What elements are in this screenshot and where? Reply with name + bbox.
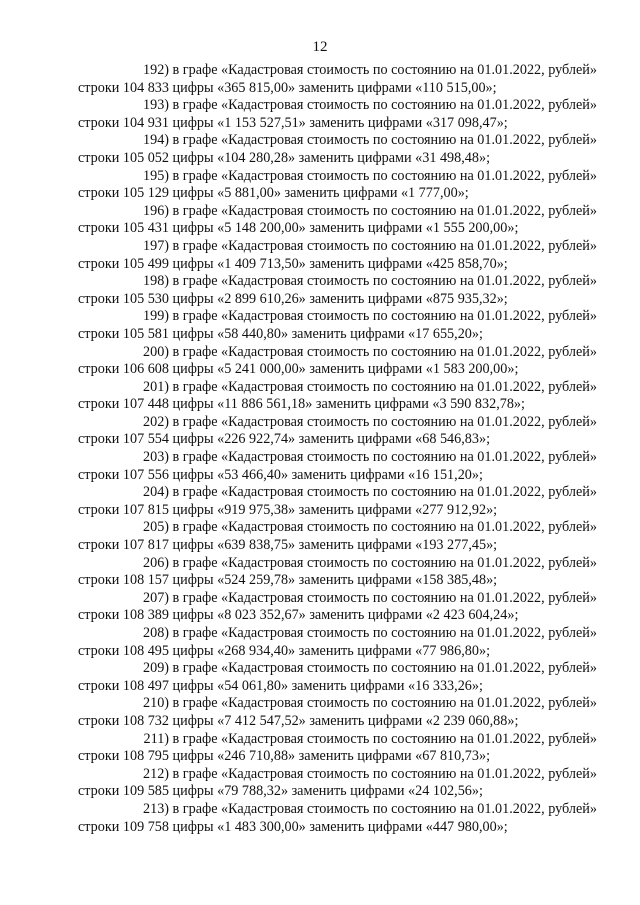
document-body (78, 62, 597, 836)
item-graph-reference: 204) в графе «Кадастровая стоимость по состоянию на 01.01.2022, рублей» (143, 484, 597, 501)
item-graph-reference: 199) в графе «Кадастровая стоимость по состоянию на 01.01.2022, рублей» (143, 308, 597, 325)
item-graph-reference: 213) в графе «Кадастровая стоимость по состоянию на 01.01.2022, рублей» (143, 800, 597, 817)
item-replacement-text: строки 108 389 цифры «8 023 352,67» заменить цифрами «2 423 604,24»; (78, 607, 519, 624)
page-number: 12 (312, 39, 328, 55)
item-replacement-text: строки 108 795 цифры «246 710,88» заменить цифрами «67 810,73»; (78, 748, 491, 765)
item-graph-reference: 197) в графе «Кадастровая стоимость по состоянию на 01.01.2022, рублей» (143, 237, 597, 254)
item-replacement-text: строки 105 431 цифры «5 148 200,00» заменить цифрами «1 555 200,00»; (78, 220, 519, 237)
list-item (78, 449, 597, 484)
item-replacement-text: строки 106 608 цифры «5 241 000,00» заменить цифрами «1 583 200,00»; (78, 361, 519, 378)
list-item (78, 344, 597, 379)
item-replacement-text: строки 107 554 цифры «226 922,74» заменить цифрами «68 546,83»; (78, 431, 491, 448)
list-item (78, 238, 597, 273)
list-item (78, 484, 597, 519)
list-item (78, 519, 597, 554)
list-item (78, 203, 597, 238)
list-item (78, 731, 597, 766)
item-graph-reference: 203) в графе «Кадастровая стоимость по состоянию на 01.01.2022, рублей» (143, 449, 597, 466)
list-item (78, 62, 597, 97)
item-graph-reference: 206) в графе «Кадастровая стоимость по состоянию на 01.01.2022, рублей» (143, 554, 597, 571)
item-graph-reference: 192) в графе «Кадастровая стоимость по состоянию на 01.01.2022, рублей» (143, 62, 597, 78)
item-replacement-text: строки 105 581 цифры «58 440,80» заменить цифрами «17 655,20»; (78, 325, 483, 342)
list-item (78, 766, 597, 801)
item-replacement-text: строки 107 556 цифры «53 466,40» заменить цифрами «16 151,20»; (78, 466, 483, 483)
item-graph-reference: 207) в графе «Кадастровая стоимость по состоянию на 01.01.2022, рублей» (143, 589, 597, 606)
item-replacement-text: строки 109 585 цифры «79 788,32» заменить цифрами «24 102,56»; (78, 783, 483, 800)
list-item (78, 168, 597, 203)
item-graph-reference: 205) в графе «Кадастровая стоимость по состоянию на 01.01.2022, рублей» (143, 519, 597, 536)
item-graph-reference: 195) в графе «Кадастровая стоимость по состоянию на 01.01.2022, рублей» (143, 167, 597, 184)
item-replacement-text: строки 107 815 цифры «919 975,38» заменить цифрами «277 912,92»; (78, 501, 498, 518)
list-item (78, 273, 597, 308)
list-item (78, 625, 597, 660)
item-replacement-text: строки 104 931 цифры «1 153 527,51» заменить цифрами «317 098,47»; (78, 114, 508, 131)
item-graph-reference: 196) в графе «Кадастровая стоимость по состоянию на 01.01.2022, рублей» (143, 202, 597, 219)
item-graph-reference: 193) в графе «Кадастровая стоимость по состоянию на 01.01.2022, рублей» (143, 97, 597, 114)
item-replacement-text: строки 104 833 цифры «365 815,00» заменить цифрами «110 515,00»; (78, 79, 497, 96)
item-replacement-text: строки 108 157 цифры «524 259,78» заменить цифрами «158 385,48»; (78, 572, 498, 589)
list-item (78, 414, 597, 449)
list-item (78, 801, 597, 836)
item-replacement-text: строки 105 499 цифры «1 409 713,50» заменить цифрами «425 858,70»; (78, 255, 508, 272)
item-graph-reference: 212) в графе «Кадастровая стоимость по состоянию на 01.01.2022, рублей» (143, 765, 597, 782)
item-replacement-text: строки 109 758 цифры «1 483 300,00» заменить цифрами «447 980,00»; (78, 818, 508, 835)
list-item (78, 379, 597, 414)
item-graph-reference: 211) в графе «Кадастровая стоимость по состоянию на 01.01.2022, рублей» (143, 730, 597, 747)
item-graph-reference: 208) в графе «Кадастровая стоимость по состоянию на 01.01.2022, рублей» (143, 625, 597, 641)
item-graph-reference: 209) в графе «Кадастровая стоимость по состоянию на 01.01.2022, рублей» (143, 660, 597, 677)
item-replacement-text: строки 107 817 цифры «639 838,75» заменить цифрами «193 277,45»; (78, 537, 498, 554)
amendment-list (78, 62, 597, 836)
item-graph-reference: 210) в графе «Кадастровая стоимость по состоянию на 01.01.2022, рублей» (143, 695, 597, 712)
item-graph-reference: 194) в графе «Кадастровая стоимость по состоянию на 01.01.2022, рублей» (143, 132, 597, 149)
item-replacement-text: строки 105 129 цифры «5 881,00» заменить цифрами «1 777,00»; (78, 185, 469, 202)
item-graph-reference: 200) в графе «Кадастровая стоимость по состоянию на 01.01.2022, рублей» (143, 343, 597, 360)
list-item (78, 660, 597, 695)
item-graph-reference: 198) в графе «Кадастровая стоимость по состоянию на 01.01.2022, рублей» (143, 273, 597, 290)
item-graph-reference: 201) в графе «Кадастровая стоимость по состоянию на 01.01.2022, рублей» (143, 378, 597, 395)
list-item (78, 590, 597, 625)
item-replacement-text: строки 107 448 цифры «11 886 561,18» заменить цифрами «3 590 832,78»; (78, 396, 525, 413)
item-replacement-text: строки 108 497 цифры «54 061,80» заменить цифрами «16 333,26»; (78, 677, 483, 694)
list-item (78, 695, 597, 730)
list-item (78, 555, 597, 590)
item-replacement-text: строки 108 732 цифры «7 412 547,52» заменить цифрами «2 239 060,88»; (78, 712, 519, 729)
list-item (78, 132, 597, 167)
item-replacement-text: строки 105 530 цифры «2 899 610,26» заменить цифрами «875 935,32»; (78, 290, 508, 307)
item-replacement-text: строки 108 495 цифры «268 934,40» заменить цифрами «77 986,80»; (78, 642, 491, 659)
item-replacement-text: строки 105 052 цифры «104 280,28» заменить цифрами «31 498,48»; (78, 149, 491, 166)
item-graph-reference: 202) в графе «Кадастровая стоимость по состоянию на 01.01.2022, рублей» (143, 413, 597, 430)
list-item (78, 308, 597, 343)
list-item (78, 97, 597, 132)
